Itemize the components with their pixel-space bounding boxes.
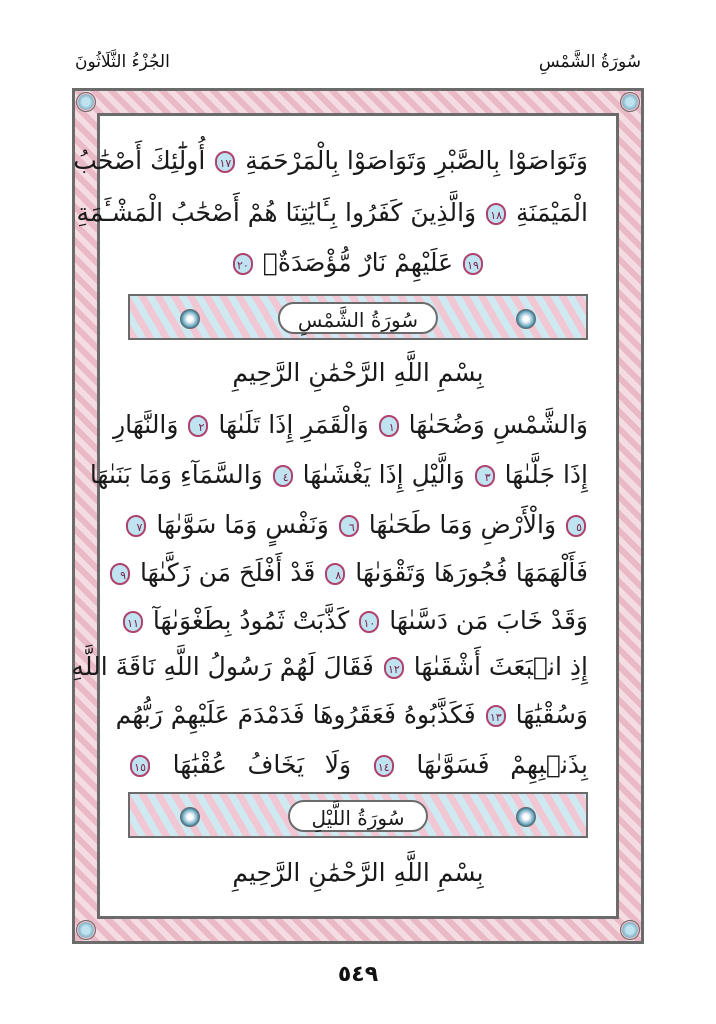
ayah-number-marker: ١٣	[486, 705, 506, 727]
corner-rosette-icon	[620, 920, 640, 940]
verse-line	[76, 196, 588, 230]
rosette-icon	[516, 807, 536, 827]
verse-text: قَدْ أَفْلَحَ مَن زَكَّىٰهَا	[140, 558, 316, 587]
ayah-number-marker: ١٧	[215, 151, 235, 173]
header-juz-name: الجُزْءُ الثَّلَاثُونَ	[75, 52, 170, 72]
ayah-number-marker: ١٤	[374, 755, 394, 777]
verse-line	[120, 556, 588, 590]
verse-text: وَالنَّهَارِ	[113, 410, 179, 439]
corner-rosette-icon	[76, 92, 96, 112]
verse-text: الْمَيْمَنَةِ	[516, 198, 588, 227]
surah-title: سُورَةُ الشَّمْسِ	[278, 302, 438, 334]
verse-line	[113, 408, 588, 442]
verse-text: فَأَلْهَمَهَا فُجُورَهَا وَتَقْوَىٰهَا	[355, 558, 588, 587]
ayah-number-marker: ١٩	[463, 253, 483, 275]
surah-title: سُورَةُ اللَّيْلِ	[288, 800, 428, 832]
page-number: ٥٤٩	[337, 962, 379, 987]
ayah-number-marker: ١٥	[130, 755, 150, 777]
ayah-number-marker: ١٢	[384, 657, 404, 679]
ayah-number-marker: ٨	[325, 563, 345, 585]
verse-line	[71, 650, 588, 684]
ayah-number-marker: ١٨	[486, 203, 506, 225]
ayah-number-marker: ٦	[339, 515, 359, 537]
verse-line	[128, 604, 588, 638]
verse-text: فَقَالَ لَهُمْ رَسُولُ اللَّهِ نَاقَةَ اللَّهِ	[71, 652, 374, 681]
ayah-number-marker: ٤	[273, 465, 293, 487]
ayah-number-marker: ١١	[123, 611, 143, 633]
ayah-number-marker: ٢٠	[233, 253, 253, 275]
verse-line	[128, 508, 588, 542]
ayah-number-marker: ١	[379, 415, 399, 437]
verse-text: وَالسَّمَآءِ وَمَا بَنَىٰهَا	[89, 460, 263, 489]
ayah-number-marker: ١٠	[359, 611, 379, 633]
surah-banner-layl	[128, 792, 588, 838]
verse-text: كَذَّبَتْ ثَمُودُ بِطَغْوَىٰهَآ	[152, 606, 350, 635]
ayah-number-marker: ٣	[475, 465, 495, 487]
verse-text: وَلَا يَخَافُ عُقْبَٰهَا	[172, 750, 352, 779]
rosette-icon	[516, 309, 536, 329]
verse-text: أُولَٰٓئِكَ أَصْحَٰبُ	[73, 146, 206, 175]
ayah-number-marker: ٧	[126, 515, 146, 537]
ayah-number-marker: ٥	[566, 515, 586, 537]
ayah-number-marker: ٩	[110, 563, 130, 585]
verse-text: وَنَفْسٍ وَمَا سَوَّىٰهَا	[156, 510, 329, 539]
surah-banner-shams	[128, 294, 588, 340]
ayah-number-marker: ٢	[188, 415, 208, 437]
header-surah-name: سُورَةُ الشَّمْسِ	[538, 52, 641, 72]
verse-text: وَالَّيْلِ إِذَا يَغْشَىٰهَا	[302, 460, 465, 489]
verse-text: فَكَذَّبُوهُ فَعَقَرُوهَا فَدَمْدَمَ عَلَيْهِمْ رَبُّهُم	[115, 700, 476, 729]
verse-text: وَقَدْ خَابَ مَن دَسَّىٰهَا	[389, 606, 588, 635]
verse-line	[128, 748, 588, 782]
rosette-icon	[180, 309, 200, 329]
verse-line	[128, 246, 588, 280]
verse-text: إِذِ انۢبَعَثَ أَشْقَىٰهَا	[413, 652, 588, 681]
verse-text: إِذَا جَلَّىٰهَا	[504, 460, 588, 489]
verse-line	[73, 144, 588, 178]
verse-text: وَالشَّمْسِ وَضُحَىٰهَا	[408, 410, 588, 439]
corner-rosette-icon	[620, 92, 640, 112]
corner-rosette-icon	[76, 920, 96, 940]
verse-text: عَلَيْهِمْ نَارٌ مُّؤْصَدَةٌۢ	[262, 248, 454, 277]
basmala: بِسْمِ اللَّهِ الرَّحْمَٰنِ الرَّحِيمِ	[232, 358, 484, 387]
verse-text: وَالْقَمَرِ إِذَا تَلَىٰهَا	[218, 410, 369, 439]
basmala: بِسْمِ اللَّهِ الرَّحْمَٰنِ الرَّحِيمِ	[232, 858, 484, 887]
verse-text: بِذَنۢبِهِمْ فَسَوَّىٰهَا	[416, 750, 588, 779]
verse-line	[89, 458, 588, 492]
verse-text: وَسُقْيَٰهَا	[515, 700, 588, 729]
verse-text: وَالَّذِينَ كَفَرُوا بِـَٔايَٰتِنَا هُمْ أَصْحَٰبُ الْمَشْـَٔمَةِ	[76, 198, 477, 227]
rosette-icon	[180, 807, 200, 827]
verse-text: وَتَوَاصَوْا بِالصَّبْرِ وَتَوَاصَوْا بِالْمَرْحَمَةِ	[245, 146, 588, 175]
verse-text: وَالْأَرْضِ وَمَا طَحَىٰهَا	[368, 510, 557, 539]
verse-line	[115, 698, 588, 732]
